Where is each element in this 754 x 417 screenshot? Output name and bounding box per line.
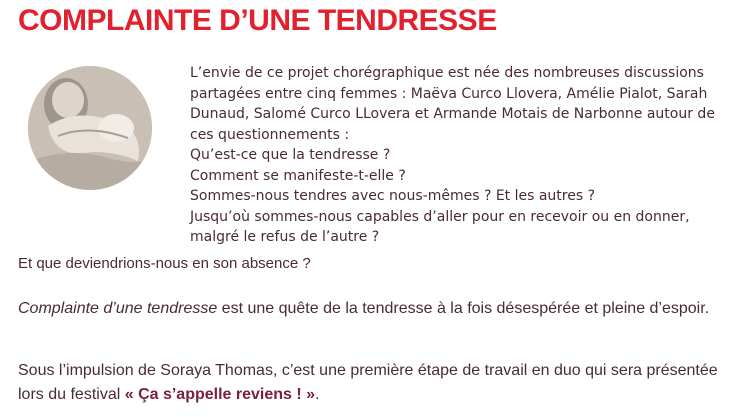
festival-name: « Ça s’appelle reviens ! »	[124, 386, 316, 403]
intro-paragraph: L’envie de ce projet chorégraphique est née des nombreuses discussions partagées entre cinq femmes : Maëva Curco Llovera, Amélie Pialot, Sarah Dunaud, Salomé Curco LLovera et Armande Motais de Narbonne autour de ces questionnements :	[190, 65, 715, 143]
question-4: Jusqu’où sommes-nous capables d’aller pour en recevoir ou en donner, malgré le refus de l’autre ?	[190, 208, 690, 245]
festival-end: .	[315, 386, 320, 403]
sculpture-photo	[28, 66, 152, 190]
description-rest: est une quête de la tendresse à la fois désespérée et pleine d’espoir.	[217, 300, 710, 317]
question-1: Qu’est-ce que la tendresse ?	[190, 147, 391, 163]
sculpture-icon	[28, 66, 152, 190]
work-title: Complainte d’une tendresse	[18, 300, 218, 317]
intro-text	[190, 63, 730, 248]
question-2: Comment se manifeste-t-elle ?	[190, 167, 406, 184]
question-5: Et que deviendrions-nous en son absence ?	[18, 255, 311, 272]
description-paragraph	[18, 297, 738, 321]
festival-intro: Sous l’impulsion de Soraya Thomas, c’est une première étape de travail en duo qui sera présentée lors du festival	[18, 362, 718, 403]
festival-paragraph	[18, 359, 738, 407]
question-3: Sommes-nous tendres avec nous-mêmes ? Et les autres ?	[190, 188, 596, 204]
page-title: COMPLAINTE D’UNE TENDRESSE	[18, 4, 497, 37]
